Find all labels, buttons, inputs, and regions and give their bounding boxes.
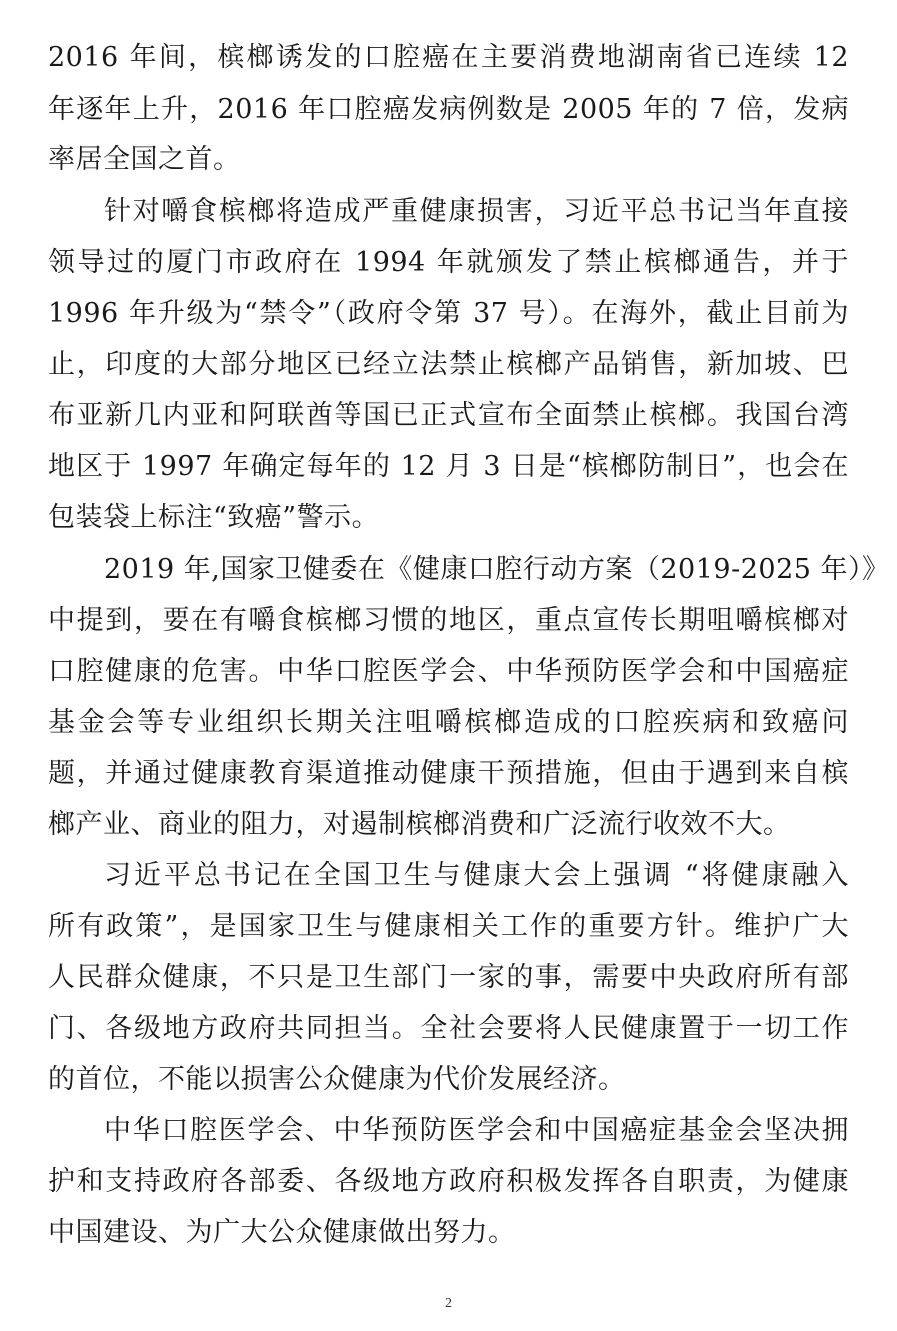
text-line: 2019 年,国家卫健委在《健康口腔行动方案（2019-2025 年）》 [104, 554, 890, 585]
text-line: 所有政策”，是国家卫生与健康相关工作的重要方针。维护广大 [48, 911, 849, 942]
text-line: 的首位，不能以损害公众健康为代价发展经济。 [48, 1064, 626, 1095]
text-line: 2016 年间，槟榔诱发的口腔癌在主要消费地湖南省已连续 12 [48, 42, 849, 73]
text-line: 基金会等专业组织长期关注咀嚼槟榔造成的口腔疾病和致癌问 [48, 707, 849, 738]
text-line: 领导过的厦门市政府在 1994 年就颁发了禁止槟榔通告，并于 [48, 247, 849, 278]
text-line: 地区于 1997 年确定每年的 12 月 3 日是“槟榔防制日”，也会在 [48, 451, 849, 482]
page-number: 2 [445, 1296, 452, 1311]
text-line: 1996 年升级为“禁令”（政府令第 37 号）。在海外，截止目前为 [48, 298, 849, 329]
text-line: 止，印度的大部分地区已经立法禁止槟榔产品销售，新加坡、巴 [48, 349, 849, 380]
text-line: 包装袋上标注“致癌”警示。 [48, 502, 380, 533]
text-line: 题，并通过健康教育渠道推动健康干预措施，但由于遇到来自槟 [48, 758, 849, 789]
text-line: 中华口腔医学会、中华预防医学会和中国癌症基金会坚决拥 [104, 1115, 849, 1146]
text-line: 门、各级地方政府共同担当。全社会要将人民健康置于一切工作 [48, 1013, 849, 1044]
text-line: 率居全国之首。 [48, 144, 241, 175]
text-line: 口腔健康的危害。中华口腔医学会、中华预防医学会和中国癌症 [48, 656, 849, 687]
text-line: 布亚新几内亚和阿联酋等国已正式宣布全面禁止槟榔。我国台湾 [48, 400, 849, 431]
text-line: 针对嚼食槟榔将造成严重健康损害，习近平总书记当年直接 [104, 196, 849, 227]
text-line: 中提到，要在有嚼食槟榔习惯的地区，重点宣传长期咀嚼槟榔对 [48, 605, 849, 636]
text-line: 护和支持政府各部委、各级地方政府积极发挥各自职责，为健康 [48, 1166, 849, 1197]
text-line: 年逐年上升，2016 年口腔癌发病例数是 2005 年的 7 倍，发病 [48, 94, 849, 125]
text-line: 人民群众健康，不只是卫生部门一家的事，需要中央政府所有部 [48, 962, 849, 993]
text-line: 榔产业、商业的阻力，对遏制槟榔消费和广泛流行收效不大。 [48, 809, 791, 840]
text-line: 中国建设、为广大公众健康做出努力。 [48, 1217, 516, 1248]
text-line: 习近平总书记在全国卫生与健康大会上强调 “将健康融入 [104, 860, 849, 891]
